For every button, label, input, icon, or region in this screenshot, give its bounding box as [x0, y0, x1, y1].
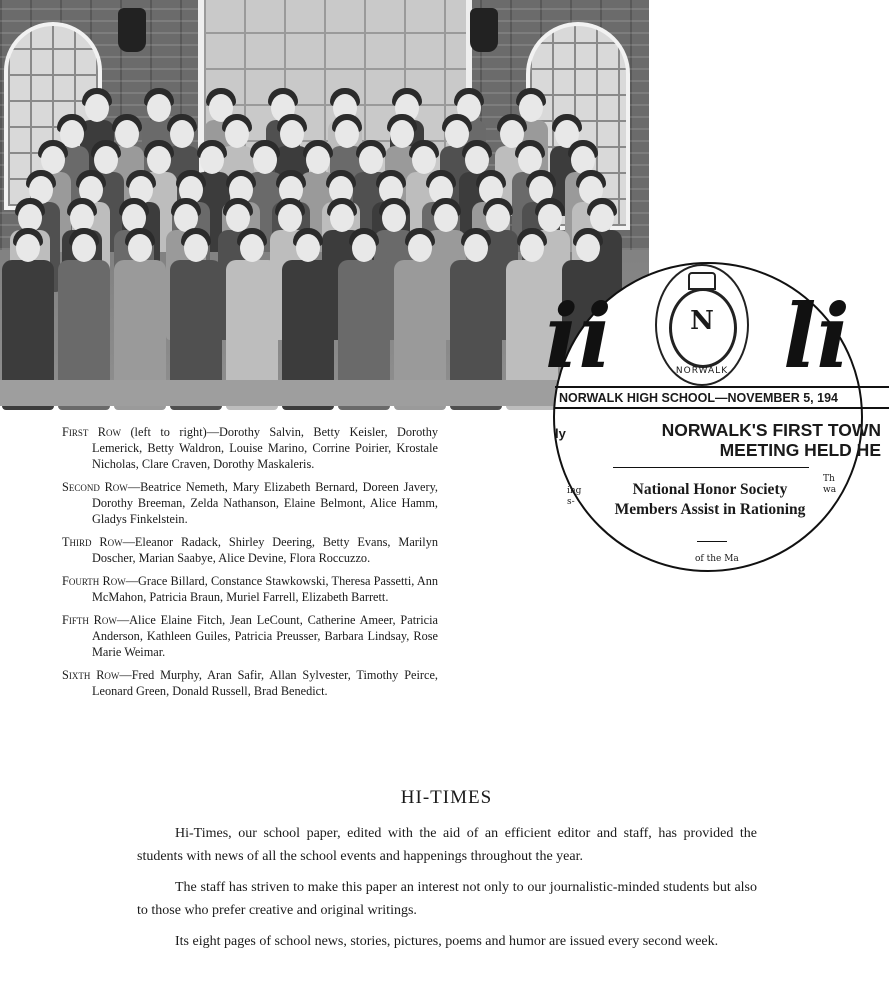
dateline: NORWALK HIGH SCHOOL—NOVEMBER 5, 194 — [555, 386, 889, 409]
caption-row-3: Third Row—Eleanor Radack, Shirley Deering, Betty Evans, Marilyn Doscher, Marian Saabye, Alice Devine, Flora Roccuzzo. — [62, 535, 439, 565]
fragment-bottom: of the Ma — [695, 554, 739, 564]
masthead-script-right: li — [783, 284, 850, 388]
caption-row-2: Second Row—Beatrice Nemeth, Mary Elizabeth Bernard, Doreen Javery, Dorothy Breeman, Zelda Nathanson, Elaine Belmont, Alice Hamm, Gladys Finkelstein. — [62, 480, 438, 526]
article-paragraph: Its eight pages of school news, stories, pictures, poems and humor are issued every second week. — [175, 934, 719, 949]
article-paragraph: Hi-Times, our school paper, edited with the aid of an efficient editor and staff, has provided the students with news of all the school events and happenings throughout the year. — [137, 826, 757, 864]
seal-ribbon: NORWALK — [675, 366, 729, 376]
fragment-th: Th wa — [823, 474, 837, 495]
subhead-divider — [697, 541, 727, 542]
school-seal — [655, 264, 749, 386]
lamp-right — [470, 8, 498, 52]
masthead-script-left: ii — [545, 284, 612, 388]
caption-row-5: Fifth Row—Alice Elaine Fitch, Jean LeCount, Catherine Ameer, Patricia Anderson, Kathleen Guiles, Patricia Preusser, Barbara Lindsay, Rose Marie Weimar. — [62, 613, 438, 659]
subhead: National Honor Society Members Assist in Rationing — [614, 481, 806, 518]
newspaper-clipping — [545, 262, 881, 572]
headline-divider — [613, 467, 809, 468]
article-paragraph: The staff has striven to make this paper an interest not only to our journalistic-minded students but also to those who prefer creative and original writings. — [137, 880, 757, 918]
seal-letter: N — [690, 306, 714, 336]
fragment-ing: ing s- — [567, 486, 582, 507]
caption-row-1: First Row (left to right)—Dorothy Salvin, Betty Keisler, Dorothy Lemerick, Betty Waldron, Louise Marino, Corrine Poirier, Krostale Nicholas, Clare Craven, Dorothy Maskaleris. — [62, 425, 438, 471]
article-body — [137, 823, 757, 963]
article-title: HI-TIMES — [400, 787, 493, 808]
lamp-left — [118, 8, 146, 52]
caption-row-6: Sixth Row—Fred Murphy, Aran Safir, Allan Sylvester, Timothy Peirce, Leonard Green, Donald Russell, Brad Benedict. — [62, 668, 438, 698]
caption-row-4: Fourth Row—Grace Billard, Constance Stawkowski, Theresa Passetti, Ann McMahon, Patricia Braun, Muriel Farrell, Elizabeth Barrett. — [62, 574, 439, 604]
fragment-left: ly — [555, 426, 566, 441]
photo-caption-block — [62, 424, 438, 706]
headline: NORWALK'S FIRST TOWN MEETING HELD HE — [661, 420, 881, 460]
